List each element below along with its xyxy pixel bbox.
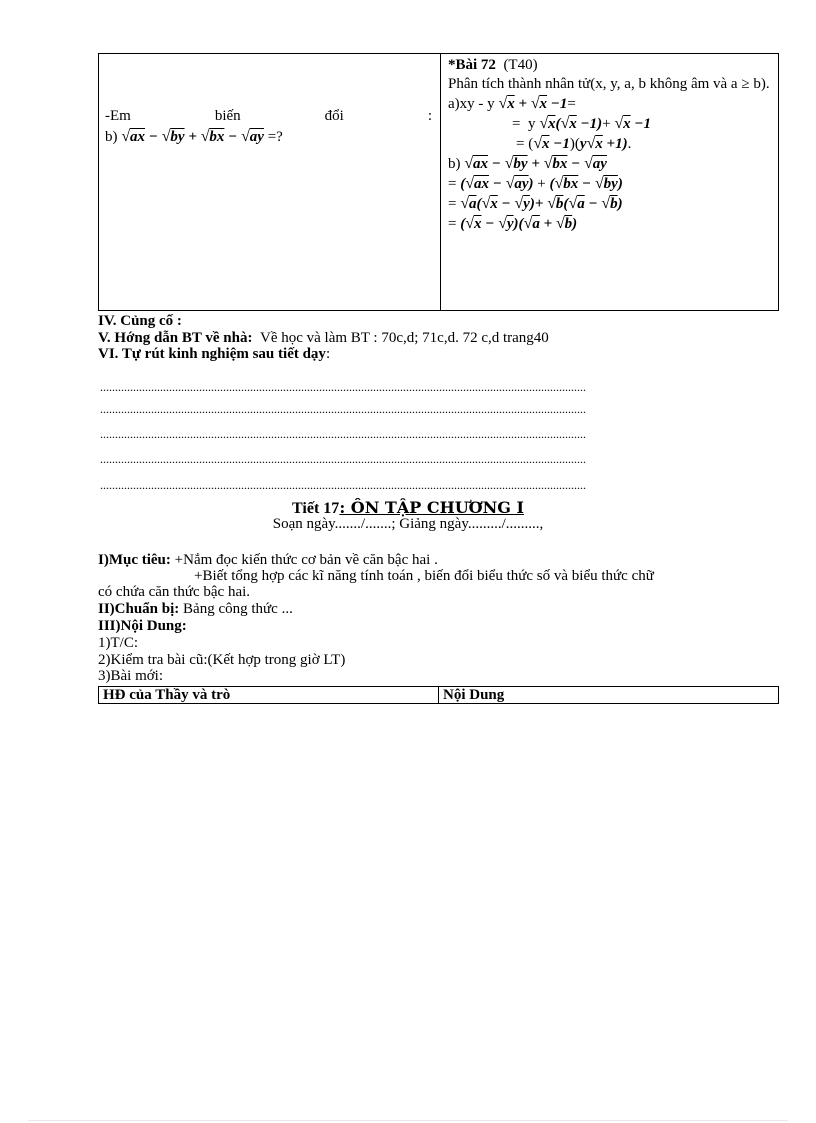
section-vi-line: VI. Tự rút kinh nghiệm sau tiết dạy: (98, 346, 331, 362)
exercise-table (98, 53, 779, 311)
em-bien-doi-line (105, 108, 432, 125)
lesson-chapter: : ÔN TẬP CHƯƠNG I (339, 498, 524, 517)
objectives-line2: +Biết tổng hợp các kĩ năng tính toán , biến đổi biểu thức số và biểu thức chữ (194, 568, 654, 584)
step-2: 2)Kiểm tra bài cũ:(Kết hợp trong giờ LT) (98, 652, 346, 668)
section-v-label: V. Hớng dẫn BT về nhà: (98, 330, 253, 346)
part-a-line3: = (√x −1)(y√x +1). (516, 135, 632, 152)
dotted-line-3: .................................................................................................................................................................. (100, 427, 586, 441)
section-vi-heading: VI. Tự rút kinh nghiệm sau tiết dạy (98, 346, 326, 362)
page-edge-line (28, 1120, 788, 1121)
word-em: -Em (105, 108, 131, 124)
lesson-number: Tiết 17 (292, 500, 340, 517)
dotted-line-4: .................................................................................................................................................................. (100, 452, 586, 466)
preparation-line: II)Chuẩn bị: Bảng công thức ... (98, 601, 293, 617)
exercise-title: *Bài 72 (T40) (448, 57, 538, 73)
part-b-line4: = (√x − √y)(√a + √b) (448, 215, 578, 232)
lesson-title (0, 498, 816, 518)
part-b-line3: = √a(√x − √y)+ √b(√a − √b) (448, 195, 623, 212)
question-b-line: b) √ax − √by + √bx − √ay =? (105, 128, 283, 145)
preparation-label: II)Chuẩn bị: (98, 601, 180, 617)
dotted-line-5: .................................................................................................................................................................. (100, 478, 586, 492)
word-bien: biến (214, 108, 241, 124)
objectives-line3: có chứa căn thức bậc hai. (98, 584, 251, 600)
part-a-line1: a)xy - y √x + √x −1= (448, 95, 576, 112)
section-v-text: Về học và làm BT : 70c,d; 71c,d. 72 c,d trang40 (259, 330, 549, 346)
part-a-line2: = y √x(√x −1)+ √x −1 (512, 115, 651, 132)
dotted-line-2: .................................................................................................................................................................. (100, 402, 586, 416)
step-1: 1)T/C: (98, 635, 138, 651)
part-b-line2: = (√ax − √ay) + (√bx − √by) (448, 175, 623, 192)
lesson-dates: Soạn ngày......./.......; Giảng ngày........./........., (272, 516, 544, 532)
objectives-label: I)Mục tiêu: (98, 552, 171, 568)
content-heading: III)Nội Dung: (98, 618, 187, 634)
section-v-line (98, 330, 549, 347)
word-doi: đổi (324, 108, 344, 124)
lesson-table-header (98, 686, 779, 704)
dotted-line-1: .................................................................................................................................................................. (100, 380, 586, 394)
part-b-line1: b) √ax − √by + √bx − √ay (448, 155, 607, 172)
section-iv-heading: IV. Củng cố : (98, 313, 182, 329)
teacher-activity-cell (99, 54, 441, 311)
word-colon: : (427, 108, 432, 124)
header-teacher-student-activity: HĐ của Thầy và trò (99, 687, 439, 704)
question-b-expression: √ax − √by + √bx − √ay (121, 128, 264, 145)
content-cell (441, 54, 779, 311)
step-3: 3)Bài mới: (98, 668, 164, 684)
header-content: Nội Dung (439, 687, 779, 704)
objectives-line1: I)Mục tiêu: +Nắm đọc kiến thức cơ bản về căn bậc hai . (98, 552, 438, 568)
exercise-intro: Phân tích thành nhân tử(x, y, a, b không âm và a ≥ b). (448, 76, 770, 92)
